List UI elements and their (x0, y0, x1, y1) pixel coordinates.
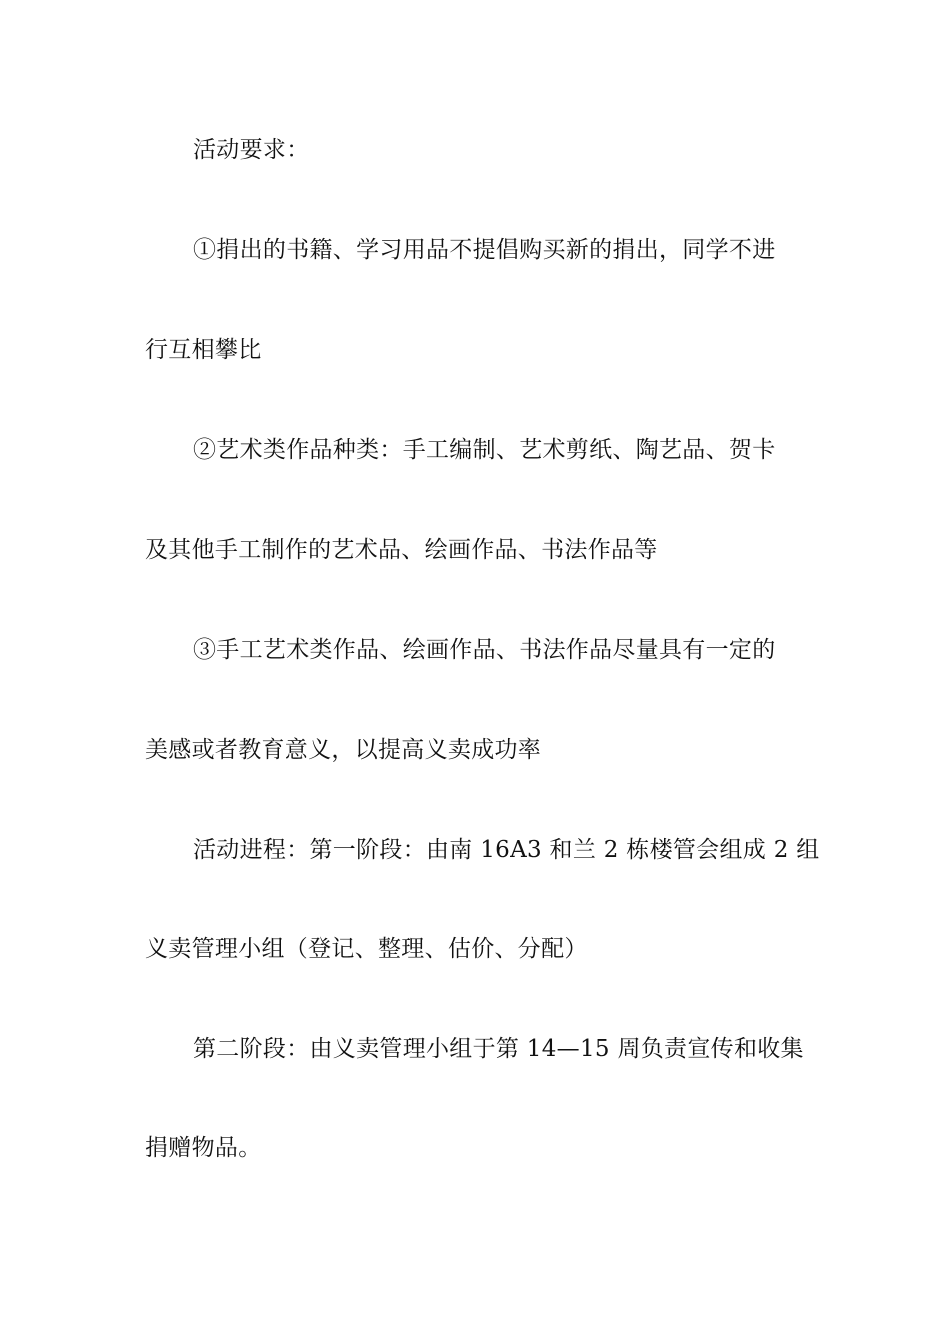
paragraph-line: 活动进程：第一阶段：由南 16A3 和兰 2 栋楼管会组成 2 组 (193, 837, 820, 863)
paragraph-line: 第二阶段：由义卖管理小组于第 14—15 周负责宣传和收集 (193, 1036, 804, 1062)
paragraph-line: 及其他手工制作的艺术品、绘画作品、书法作品等 (145, 537, 658, 563)
paragraph-line: 美感或者教育意义，以提高义卖成功率 (145, 737, 542, 763)
paragraph-line: ①捐出的书籍、学习用品不提倡购买新的捐出，同学不进 (193, 237, 776, 263)
paragraph-line: 义卖管理小组（登记、整理、估价、分配） (145, 936, 588, 962)
paragraph-line: ②艺术类作品种类：手工编制、艺术剪纸、陶艺品、贺卡 (193, 437, 776, 463)
paragraph-line: ③手工艺术类作品、绘画作品、书法作品尽量具有一定的 (193, 637, 776, 663)
section-heading-requirements: 活动要求： (193, 137, 310, 163)
paragraph-line: 捐赠物品。 (145, 1135, 262, 1161)
paragraph-line: 行互相攀比 (145, 337, 262, 363)
